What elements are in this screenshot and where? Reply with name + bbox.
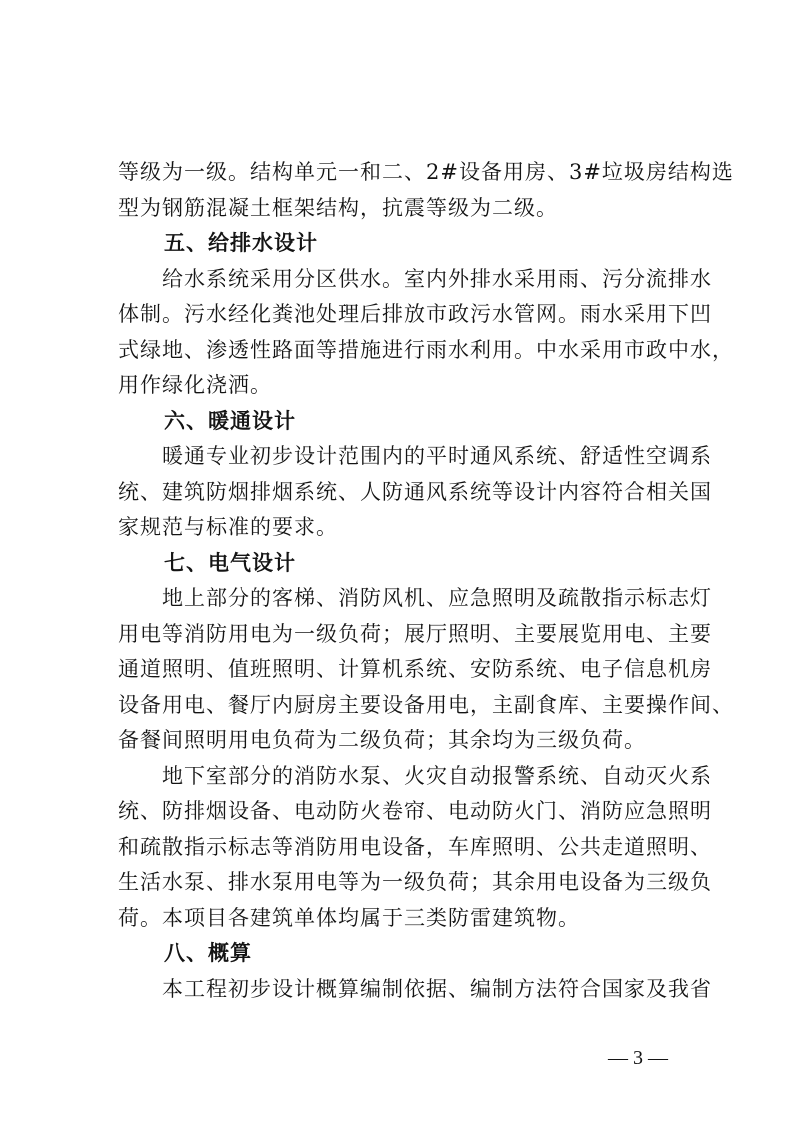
text-line: 地下室部分的消防水泵、火灾自动报警系统、自动灭火系 [162,764,712,788]
section-heading-budget: 八、概算 [164,941,252,965]
text-line: 荷。本项目各建筑单体均属于三类防雷建筑物。 [118,906,580,930]
text-line: 家规范与标准的要求。 [118,515,338,539]
section-heading-plumbing: 五、给排水设计 [164,231,318,255]
text-line: 统、防排烟设备、电动防火卷帘、电动防火门、消防应急照明 [118,799,712,823]
text-line: 本工程初步设计概算编制依据、编制方法符合国家及我省 [162,977,712,1001]
section-heading-hvac: 六、暖通设计 [164,409,296,433]
text-line: 地上部分的客梯、消防风机、应急照明及疏散指示标志灯 [162,586,712,610]
text-line: 型为钢筋混凝土框架结构，抗震等级为二级。 [118,196,558,220]
text-line: 通道照明、值班照明、计算机系统、安防系统、电子信息机房 [118,657,712,681]
text-line: 备餐间照明用电负荷为二级负荷；其余均为三级负荷。 [118,728,646,752]
text-line: 给水系统采用分区供水。室内外排水采用雨、污分流排水 [162,267,712,291]
page-number: — 3 — [608,1047,668,1069]
text-line: 生活水泵、排水泵用电等为一级负荷；其余用电设备为三级负 [118,870,712,894]
section-heading-electrical: 七、电气设计 [164,551,296,575]
text-line: 设备用电、餐厅内厨房主要设备用电，主副食库、主要操作间、 [118,693,734,717]
text-line: 用电等消防用电为一级负荷；展厅照明、主要展览用电、主要 [118,622,712,646]
text-line: 和疏散指示标志等消防用电设备，车库照明、公共走道照明、 [118,835,712,859]
text-line: 体制。污水经化粪池处理后排放市政污水管网。雨水采用下凹 [118,302,712,326]
text-line: 用作绿化浇洒。 [118,373,272,397]
text-line: 式绿地、渗透性路面等措施进行雨水利用。中水采用市政中水， [118,338,734,362]
text-line: 暖通专业初步设计范围内的平时通风系统、舒适性空调系 [162,444,712,468]
text-line: 统、建筑防烟排烟系统、人防通风系统等设计内容符合相关国 [118,480,712,504]
text-line: 等级为一级。结构单元一和二、2#设备用房、3#垃圾房结构选 [118,160,734,184]
